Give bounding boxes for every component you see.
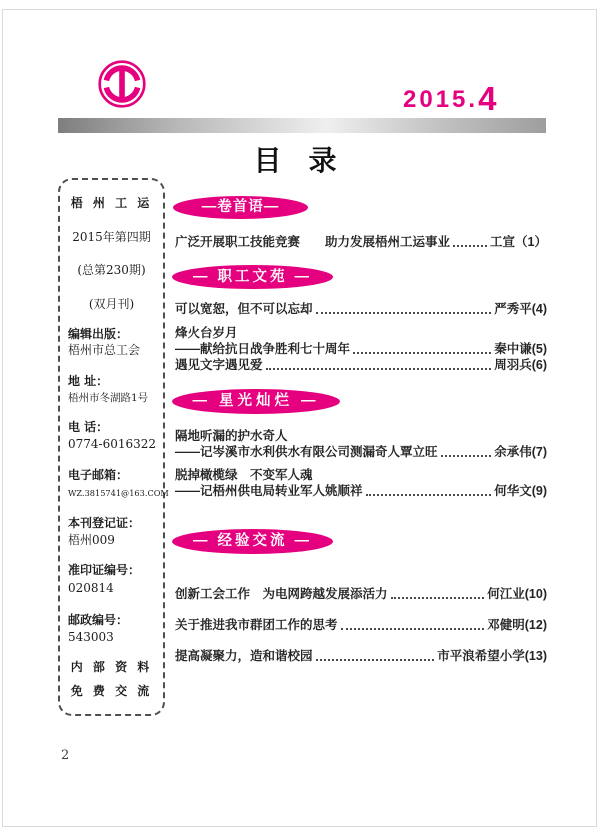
article-subtitle: ——记岑溪市水利供水有限公司测漏奇人覃立旺 — [175, 445, 438, 459]
address-value: 梧州市冬湖路1号 — [68, 392, 149, 404]
dot-leader — [316, 312, 492, 314]
section-pill-foreword: —卷首语— — [173, 196, 308, 219]
phone-label: 电 话： — [68, 420, 109, 434]
dot-leader — [366, 494, 492, 496]
colophon-box — [58, 178, 169, 716]
issue-year: 2015. — [403, 86, 479, 113]
internal-material-notice: 内 部 资 料 — [70, 660, 153, 674]
article-page: (13) — [524, 649, 547, 663]
dot-leader — [391, 597, 485, 599]
article-author: 何华文 — [494, 484, 532, 498]
toc-entry — [175, 357, 547, 374]
article-subtitle: ——献给抗日战争胜利七十周年 — [175, 342, 351, 356]
section-pill-experience-exchange: — 经验交流 — — [172, 529, 333, 554]
gradient-divider — [58, 118, 546, 133]
registration-label: 本刊登记证： — [68, 516, 141, 530]
journal-name: 梧 州 工 运 — [70, 196, 153, 210]
postcode-label: 邮政编号： — [68, 613, 129, 627]
toc-entry — [175, 234, 547, 251]
article-page: (5) — [531, 342, 547, 356]
article-title: 提高凝聚力，造和谐校园 — [175, 649, 313, 663]
article-page: (12) — [524, 618, 547, 632]
toc-entry — [175, 444, 547, 461]
article-author: 邓健明 — [487, 618, 525, 632]
page-title: 目 录 — [253, 146, 347, 177]
article-title: 创新工会工作 为电网跨越发展添活力 — [175, 587, 388, 601]
free-exchange-notice: 免 费 交 流 — [70, 684, 153, 698]
article-page: (9) — [531, 484, 547, 498]
toc-entry — [175, 301, 547, 318]
article-title: 广泛开展职工技能竞赛 助力发展梧州工运事业 — [175, 235, 451, 249]
article-title: 关于推进我市群团工作的思考 — [175, 618, 338, 632]
permit-value: 020814 — [68, 581, 114, 595]
article-title: 遇见文字遇见爱 — [175, 358, 263, 372]
dot-leader — [353, 352, 491, 354]
email-label: 电子邮箱： — [68, 468, 129, 482]
postcode-value: 543003 — [68, 630, 114, 644]
section-pill-shining-stars: — 星光灿烂 — — [172, 389, 340, 414]
article-subtitle: ——记梧州供电局转业军人姚顺祥 — [175, 484, 363, 498]
phone-value: 0774-6016322 — [68, 437, 157, 451]
dot-leader — [266, 368, 492, 370]
article-author: 市平浪希望小学 — [437, 649, 525, 663]
article-page: （1） — [515, 235, 547, 249]
email-value: WZ.3815741@163.COM — [68, 488, 169, 498]
article-page: (4) — [531, 302, 547, 316]
total-issue-line: (总第230期) — [77, 263, 146, 277]
publisher-label: 编辑出版： — [68, 327, 129, 341]
toc-entry — [175, 648, 547, 665]
article-title: 脱掉橄榄绿 不变军人魂 — [175, 468, 313, 482]
page-number: 2 — [61, 748, 70, 763]
article-author: 严秀平 — [494, 302, 532, 316]
permit-label: 准印证编号： — [68, 563, 141, 577]
article-page: (7) — [531, 445, 547, 459]
frequency-line: (双月刊) — [88, 297, 135, 311]
toc-entry — [175, 341, 547, 358]
dot-leader — [441, 455, 492, 457]
dot-leader — [316, 659, 435, 661]
article-author: 工宣 — [490, 235, 516, 249]
article-title: 隔地听漏的护水奇人 — [175, 429, 288, 443]
address-label: 地 址： — [68, 374, 109, 388]
article-page: (6) — [531, 358, 547, 372]
toc-entry — [175, 483, 547, 500]
article-author: 余承伟 — [494, 445, 532, 459]
dot-leader — [453, 245, 487, 247]
registration-value: 梧州009 — [68, 533, 115, 547]
article-author: 周羽兵 — [494, 358, 532, 372]
issue-number — [403, 80, 496, 118]
section-pill-staff-writing: — 职工文苑 — — [172, 265, 333, 289]
article-title: 烽火台岁月 — [175, 326, 238, 340]
issue-no: 4 — [478, 80, 497, 117]
article-title: 可以宽恕，但不可以忘却 — [175, 302, 313, 316]
publisher-value: 梧州市总工会 — [68, 343, 141, 357]
toc-entry — [175, 586, 547, 603]
dot-leader — [341, 628, 485, 630]
article-author: 何江业 — [487, 587, 525, 601]
trade-union-logo-icon — [98, 60, 146, 108]
issue-line: 2015年第四期 — [72, 230, 151, 244]
toc-entry — [175, 617, 547, 634]
article-page: (10) — [524, 587, 547, 601]
article-author: 秦中谦 — [494, 342, 532, 356]
